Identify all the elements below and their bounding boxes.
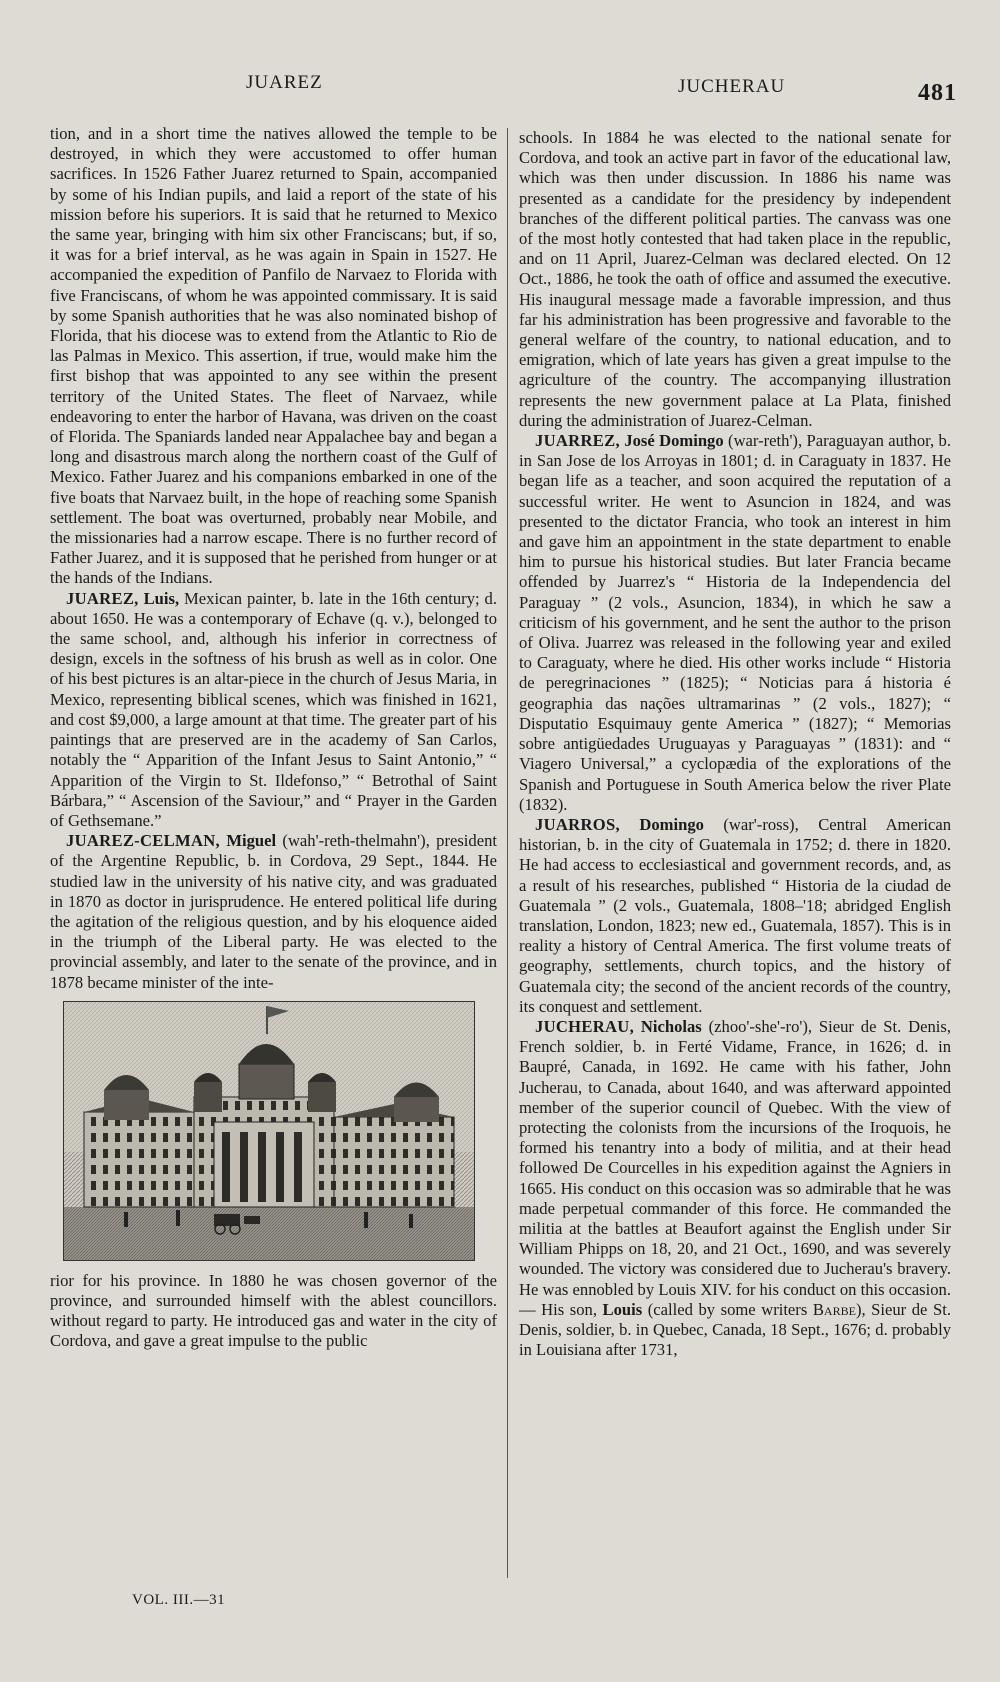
paragraph-juarez-celman-continued: schools. In 1884 he was elected to the national senate for Cordova, and took an active part in favor of the educational law, which was then under discussion. In 1886 his name was presented as a candidate for the presidency by independent branches of the different political parties. The canvass was one of the most hotly contested that had taken place in the republic, and on 11 April, Juarez-Celman was declared elected. On 12 Oct., 1886, he took the oath of office and assumed the executive. His inaugural message made a favorable impression, and thus far his administration has been progressive and favorable to the general welfare of the country, to national education, and to emigration, which of late years has given a great impulse to the agriculture of the country. The accompanying illustration represents the new government palace at La Plata, finished during the administration of Juarez-Celman. [519,128,951,430]
left-column [50,124,497,1578]
government-palace-engraving [63,1001,475,1261]
running-head-right: JUCHERAU [678,76,786,97]
entry-juarrez [519,431,951,815]
headword: JUAREZ-CELMAN, [66,831,221,851]
headword: JUAREZ, [66,588,139,608]
column-rule [507,128,508,1578]
paragraph-after-figure: rior for his province. In 1880 he was chosen governor of the province, and surrounded himself with the ablest councillors. without regard to party. He introduced gas and water in the city of Cordova, and gave a great impulse to the public [50,1270,497,1351]
given-name: Miguel [226,831,277,851]
headword: JUARREZ, [535,431,620,451]
alias-name: Barbe [812,1299,856,1319]
entry-juarros [519,815,951,1017]
palace-illustration [64,1002,474,1260]
headword: JUARROS, [535,814,620,834]
son-text: ), Sieur de St. Denis, soldier, b. in Quebec, Canada, 18 Sept., 1676; d. probably in Louisiana after 1731, [519,1299,951,1360]
entry-text: (wah'-reth-thelmahn'), president of the Argentine Republic, b. in Cordova, 29 Sept., 1844. He studied law in the university of his native city, and was graduated in 1870 as doctor in jurisprudence. He entered political life during the agitation of the religious question, and by his eloquence aided in the triumph of the Liberal party. He was elected to the provincial assembly, and later to the senate of the province, and in 1878 became minister of the inte- [50,831,497,992]
given-name: Domingo [639,814,704,834]
given-name: Luis, [143,588,180,608]
paragraph-juarez-continued: tion, and in a short time the natives allowed the temple to be destroyed, in which they were accustomed to offer human sacrifices. In 1526 Father Juarez returned to Spain, accompanied by some of his Indian pupils, and laid a report of the state of his mission before his superiors. It is said that he returned to Mexico the same year, bringing with him six other Franciscans; but, if so, it was for a brief interval, as he was again in Spain in 1527. He accompanied the expedition of Panfilo de Narvaez to Florida with five Franciscans, of whom he was appointed commissary. It is said by some Spanish authorities that he was also nominated bishop of Florida, that his diocese was to extend from the Atlantic to Rio de las Palmas in Mexico. This assertion, if true, would make him the first bishop that was appointed to any see within the present territory of the United States. The fleet of Narvaez, while endeavoring to enter the harbor of Havana, was driven on the coast of Florida. The Spaniards landed near Appalachee bay and began a long and disastrous march along the northern coast of the Gulf of Mexico. Father Juarez and his companions embarked in one of the five boats that Narvaez built, in the hope of reaching some Spanish settlement. The boat was overturned, probably near Mobile, and the missionaries had a narrow escape. There is no further record of Father Juarez, and it is supposed that he perished from hunger or at the hands of the Indians. [50,124,497,588]
page-number: 481 [918,80,957,106]
entry-jucherau [519,1017,951,1360]
entry-text: Mexican painter, b. late in the 16th century; d. about 1650. He was a contemporary of Echave (q. v.), belonged to the same school, and, although his inferior in correctness of design, excels in the softness of his brush as well as in color. One of his best pictures is an altar-piece in the church of Jesus Maria, in Mexico, representing biblical scenes, which was finished in 1621, and cost $9,000, a large amount at that time. The greater part of his paintings that are preserved are in the academy of San Carlos, notably the “ Apparition of the Infant Jesus to Saint Antonio,” “ Apparition of the Virgin to St. Ildefonso,” “ Betrothal of Saint Bárbara,” “ Ascension of the Saviour,” and “ Prayer in the Garden of Gethsemane.” [50,588,497,830]
given-name: Nicholas [640,1016,702,1036]
running-head-left: JUAREZ [246,72,323,93]
entry-text: (war'-ross), Central American historian, b. in the city of Guatemala in 1752; d. there in 1820. He had access to ecclesiastical and government records, and, as a result of his researches, published “ Historia de la ciudad de Guatemala ” (2 vols., Guatemala, 1808–'18; abridged English translation, London, 1823; new ed., Guatemala, 1857). This is in reality a history of Central America. The first volume treats of geography, settlements, church topics, and the history of Guatemala city; the second of the ancient records of the country, its conquest and settlement. [519,814,951,1016]
entry-text: (zhoo'-she'-ro'), Sieur de St. Denis, French soldier, b. in Ferté Vidame, France, in 1626; d. in Baupré, Canada, in 1692. He came with his father, John Jucherau, to Canada, about 1640, and was afterward appointed member of the superior council of Quebec. With the view of protecting the colonists from the incursions of the Iroquois, he formed his tenantry into a body of militia, and at their head followed De Courcelles in his expedition against the Agniers in 1665. His conduct on this occasion was so admirable that he was made perpetual commander of this force. He commanded the militia at the battles at Beaufort against the English under Sir William Phipps on 18, 20, and 21 Oct., 1690, and was severely wounded. The victory was considered due to Jucherau's bravery. He was ennobled by Louis XIV. for his conduct on this occasion.— His son, [519,1016,951,1319]
entry-text: (war-reth'), Paraguayan author, b. in San Jose de los Arroyas in 1801; d. in Caraguaty in 1837. He began life as a teacher, and soon acquired the reputation of a successful writer. He went to Asuncion in 1824, and was presented to the dictator Francia, who took an interest in him and gave him an appointment in the state department to enable him to pursue his historical studies. But later Francia became offended by Juarrez's “ Historia de la Independencia del Paraguay ” (2 vols., Asuncion, 1834), in which he saw a criticism of his government, and he sent the author to the prison of Oliva. Juarrez was released in the following year and exiled to Caraguaty, where he died. His other works include “ Historia de peregrinaciones ” (1825); “ Noticias para á historia é geographia das nações ultramarinas ” (2 vols., 1827); “ Disputatio Esquimauy gente America ” (1827); “ Memorias sobre antigüedades Uruguayas y Paraguayas ” (1831): and “ Viagero Universal,” a cyclopædia of the explorations of the Spanish and Portuguese in South America below the river Plate (1832). [519,431,951,814]
headword: JUCHERAU, [535,1016,635,1036]
son-text-pre: (called by some writers [647,1299,808,1319]
right-column [519,128,951,1622]
given-name: José Domingo [624,431,724,451]
entry-juarez-celman [50,831,497,993]
signature-mark: VOL. III.—31 [132,1592,226,1608]
entry-juarez-luis [50,589,497,831]
running-head [0,70,1000,110]
son-name: Louis [602,1299,643,1319]
